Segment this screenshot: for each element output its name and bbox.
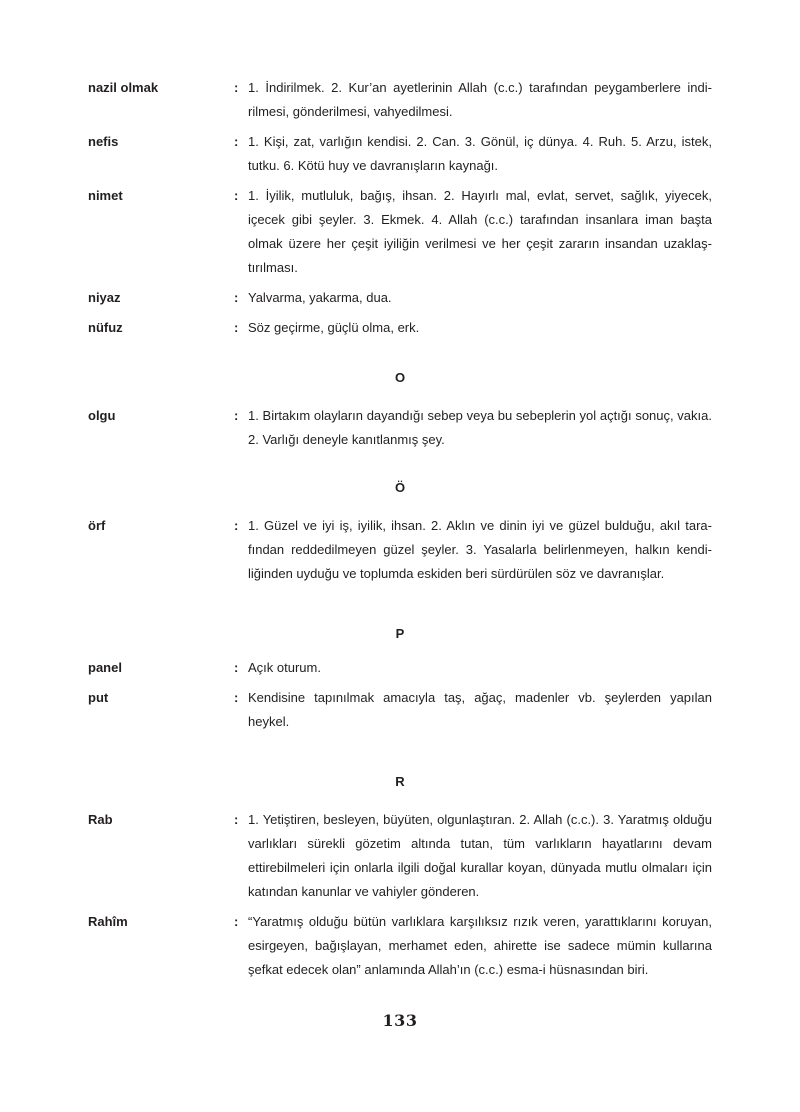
entry-term: nefis (88, 134, 119, 149)
entry-colon: : (234, 188, 239, 203)
entry-term: put (88, 690, 109, 705)
section-o (88, 368, 712, 452)
section-letter: Ö (394, 480, 406, 495)
entry-term: nimet (88, 188, 123, 203)
entry-term: örf (88, 518, 106, 533)
glossary-entry (88, 316, 712, 340)
entry-term: Rahîm (88, 914, 128, 929)
entry-definition: 1. Güzel ve iyi iş, iyilik, ihsan. 2. Aklın ve dinin iyi ve güzel bulduğu, akıl tarafından reddedilmeyen güzel şeyler. 3. Yasalarla belirlenmeyen, halkın kendiliğinden uyduğu ve toplumda eskiden beri sürdürülen söz ve davranışlar. (248, 518, 712, 581)
entry-colon: : (234, 812, 239, 827)
glossary-entry (88, 286, 712, 310)
entry-definition: Yalvarma, yakarma, dua. (248, 290, 392, 305)
section-n (88, 76, 712, 340)
entry-definition: 1. Birtakım olayların dayandığı sebep veya bu sebeplerin yol açtığı sonuç, vakıa. 2. Varlığı deneyle kanıtlanmış şey. (248, 408, 712, 447)
entry-colon: : (234, 518, 239, 533)
glossary-entry (88, 808, 712, 904)
section-letter: R (395, 774, 405, 789)
entry-term: niyaz (88, 290, 121, 305)
section-letter: O (394, 370, 406, 385)
glossary-entry (88, 514, 712, 586)
glossary-entry (88, 656, 712, 680)
entry-term: Rab (88, 812, 113, 827)
section-r (88, 772, 712, 982)
glossary-entry (88, 130, 712, 178)
glossary-entry (88, 76, 712, 124)
section-o-umlaut (88, 478, 712, 586)
entry-colon: : (234, 690, 239, 705)
glossary-entry (88, 910, 712, 982)
entry-colon: : (234, 134, 239, 149)
entry-colon: : (234, 408, 239, 423)
glossary-entry (88, 184, 712, 280)
entry-colon: : (234, 290, 239, 305)
section-letter: P (395, 626, 405, 641)
entry-term: nazil olmak (88, 80, 159, 95)
glossary-entry (88, 404, 712, 452)
entry-definition: Açık oturum. (248, 660, 321, 675)
entry-definition: 1. İndirilmek. 2. Kur’an ayetlerinin Allah (c.c.) tarafından peygamberlere indirilmesi, gönderilmesi, vahyedilmesi. (248, 80, 712, 119)
entry-term: olgu (88, 408, 116, 423)
entry-definition: 1. Yetiştiren, besleyen, büyüten, olgunlaştıran. 2. Allah (c.c.). 3. Yaratmış olduğu varlıkları sürekli gözetim altında tutan, tüm varlıkların hayatlarını devam ettirebilmeleri için onlarla ilgili doğal kurallar koyan, dünyada mutlu olmaları için katından kanunlar ve vahiyler gönderen. (248, 812, 712, 899)
entry-definition: 1. Kişi, zat, varlığın kendisi. 2. Can. 3. Gönül, iç dünya. 4. Ruh. 5. Arzu, istek, tutku. 6. Kötü huy ve davranışların kaynağı. (248, 134, 712, 173)
glossary-page (88, 76, 712, 988)
glossary-entry (88, 686, 712, 734)
entry-term: panel (88, 660, 122, 675)
entry-term: nüfuz (88, 320, 123, 335)
entry-definition: Söz geçirme, güçlü olma, erk. (248, 320, 420, 335)
entry-colon: : (234, 660, 239, 675)
section-p (88, 624, 712, 734)
entry-definition: Kendisine tapınılmak amacıyla taş, ağaç, madenler vb. şeylerden yapılan heykel. (248, 690, 712, 729)
entry-colon: : (234, 914, 239, 929)
entry-definition: 1. İyilik, mutluluk, bağış, ihsan. 2. Hayırlı mal, evlat, servet, sağlık, yiyecek, içecek gibi şeyler. 3. Ekmek. 4. Allah (c.c.) tarafından insanlara iman başta olmak üzere her çeşit iyiliğin verilmesi ve her çeşit zararın insandan uzaklaştırılması. (248, 188, 712, 275)
page-number: 133 (382, 1011, 418, 1030)
entry-colon: : (234, 80, 239, 95)
entry-colon: : (234, 320, 239, 335)
entry-definition: “Yaratmış olduğu bütün varlıklara karşılıksız rızık veren, yarattıklarını koruyan, esirgeyen, bağışlayan, merhamet eden, ahirette ise sadece mümin kullarına şefkat edecek olan” anlamında Allah’ın (c.c.) esma-i hüsnasından biri. (248, 914, 712, 977)
